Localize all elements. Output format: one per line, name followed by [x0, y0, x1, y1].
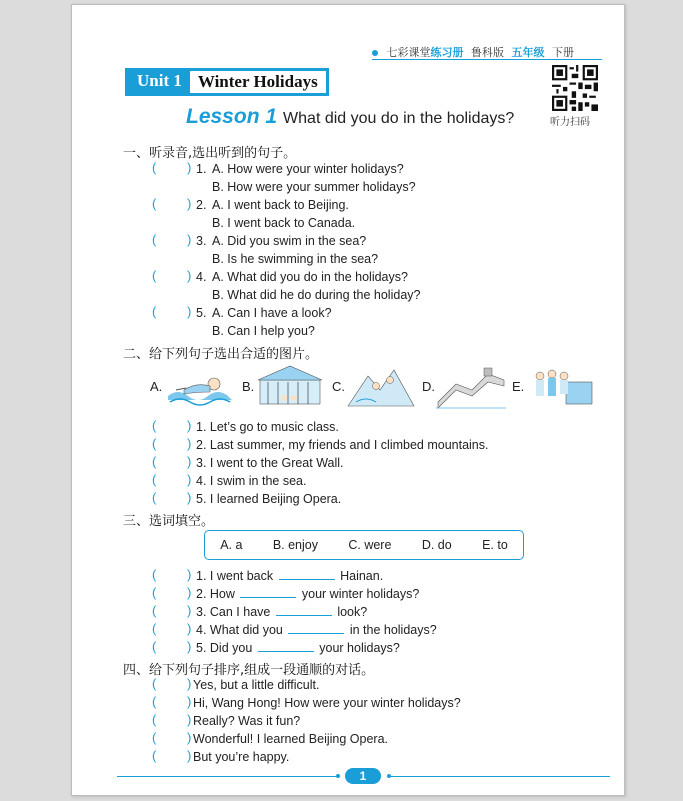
music-class-picture-icon	[526, 362, 596, 410]
word-bank	[204, 530, 524, 560]
qr-code-icon[interactable]	[552, 65, 598, 111]
answer-paren-close: )	[187, 639, 192, 654]
dialog-line-3: Really? Was it fun?	[193, 714, 301, 728]
item-number: 3.	[196, 234, 207, 248]
option-a: A. Did you swim in the sea?	[212, 234, 367, 248]
dialog-line-1: Yes, but a little difficult.	[193, 678, 320, 692]
answer-paren-close: )	[187, 304, 192, 319]
item-number: 1.	[196, 162, 207, 176]
answer-paren-open[interactable]: (	[152, 585, 157, 600]
option-a: A. What did you do in the holidays?	[212, 270, 408, 284]
footer-dot-icon	[336, 774, 340, 778]
answer-paren-open[interactable]: (	[152, 621, 157, 636]
s2-item-1: 1. Let’s go to music class.	[196, 420, 339, 434]
unit-label: Unit 1	[137, 71, 182, 90]
answer-paren-close: )	[187, 490, 192, 505]
fill-blank[interactable]	[258, 641, 314, 652]
item-number: 5.	[196, 306, 207, 320]
pic-label-e: E.	[512, 379, 525, 394]
word-option-d: D. do	[421, 538, 452, 552]
answer-paren-close: )	[187, 268, 192, 283]
section-1-title: 一、听录音,选出听到的句子。	[123, 146, 297, 161]
worksheet-page	[71, 4, 625, 796]
dialog-line-2: Hi, Wang Hong! How were your winter holidays?	[193, 696, 461, 710]
answer-paren-close: )	[187, 196, 192, 211]
pic-label-c: C.	[332, 379, 345, 394]
answer-paren-open[interactable]: (	[152, 730, 157, 745]
answer-paren-open[interactable]: (	[152, 418, 157, 433]
running-header: 七彩课堂练习册 鲁科版 五年级 下册	[372, 44, 600, 60]
answer-paren-close: )	[187, 454, 192, 469]
option-b: B. How were your summer holidays?	[212, 180, 416, 194]
section-2-title: 二、给下列句子选出合适的图片。	[123, 347, 319, 362]
answer-paren-open[interactable]: (	[152, 639, 157, 654]
answer-paren-close: )	[187, 232, 192, 247]
answer-paren-close: )	[187, 603, 192, 618]
answer-paren-close: )	[187, 621, 192, 636]
fill-item-3: 3. Can I have look?	[196, 605, 368, 619]
answer-paren-close: )	[187, 676, 192, 691]
item-number: 2.	[196, 198, 207, 212]
word-option-e: E. to	[482, 538, 508, 552]
picture-options	[150, 362, 610, 412]
answer-paren-close: )	[187, 585, 192, 600]
answer-paren-open[interactable]: (	[152, 304, 157, 319]
s2-item-2: 2. Last summer, my friends and I climbed mountains.	[196, 438, 489, 452]
section-3-title: 三、选词填空。	[123, 514, 215, 529]
s2-item-4: 4. I swim in the sea.	[196, 474, 307, 488]
answer-paren-open[interactable]: (	[152, 567, 157, 582]
answer-paren-open[interactable]: (	[152, 676, 157, 691]
fill-blank[interactable]	[288, 623, 344, 634]
answer-paren-close: )	[187, 748, 192, 763]
answer-paren-close: )	[187, 730, 192, 745]
pic-label-a: A.	[150, 379, 163, 394]
option-a: A. How were your winter holidays?	[212, 162, 404, 176]
swimmer-picture-icon	[166, 362, 234, 410]
fill-blank[interactable]	[279, 569, 335, 580]
answer-paren-open[interactable]: (	[152, 472, 157, 487]
answer-paren-open[interactable]: (	[152, 694, 157, 709]
word-option-b: B. enjoy	[272, 538, 318, 552]
pic-label-d: D.	[422, 379, 435, 394]
answer-paren-close: )	[187, 694, 192, 709]
lesson-title: What did you do in the holidays?	[283, 110, 515, 127]
unit-title: Winter Holidays	[190, 71, 326, 93]
word-option-c: C. were	[348, 538, 392, 552]
word-option-a: A. a	[220, 538, 243, 552]
section-4-title: 四、给下列句子排序,组成一段通顺的对话。	[123, 663, 375, 678]
lesson-label: Lesson 1	[186, 105, 278, 128]
mountain-climbing-picture-icon	[346, 362, 416, 410]
qr-caption: 听力扫码	[550, 117, 590, 128]
footer-rule-left	[117, 776, 337, 777]
dialog-line-5: But you’re happy.	[193, 750, 290, 764]
pic-label-b: B.	[242, 379, 255, 394]
item-number: 4.	[196, 270, 207, 284]
fill-item-2: 2. How your winter holidays?	[196, 587, 420, 601]
fill-blank[interactable]	[276, 605, 332, 616]
answer-paren-close: )	[187, 712, 192, 727]
answer-paren-open[interactable]: (	[152, 436, 157, 451]
answer-paren-open[interactable]: (	[152, 196, 157, 211]
answer-paren-open[interactable]: (	[152, 490, 157, 505]
footer-rule-right	[390, 776, 610, 777]
option-a: A. Can I have a look?	[212, 306, 332, 320]
answer-paren-open[interactable]: (	[152, 454, 157, 469]
option-b: B. I went back to Canada.	[212, 216, 356, 230]
fill-item-1: 1. I went back Hainan.	[196, 569, 384, 583]
option-b: B. Can I help you?	[212, 324, 315, 338]
answer-paren-close: )	[187, 418, 192, 433]
option-a: A. I went back to Beijing.	[212, 198, 349, 212]
lesson-heading	[186, 105, 514, 129]
answer-paren-close: )	[187, 160, 192, 175]
answer-paren-open[interactable]: (	[152, 748, 157, 763]
answer-paren-close: )	[187, 567, 192, 582]
option-b: B. Is he swimming in the sea?	[212, 252, 379, 266]
great-wall-picture-icon	[436, 362, 506, 410]
page-number: 1	[345, 768, 381, 784]
unit-banner	[125, 68, 329, 96]
answer-paren-open[interactable]: (	[152, 603, 157, 618]
fill-blank[interactable]	[240, 587, 296, 598]
answer-paren-open[interactable]: (	[152, 268, 157, 283]
fill-item-4: 4. What did you in the holidays?	[196, 623, 437, 637]
header-rule	[372, 59, 602, 60]
answer-paren-close: )	[187, 436, 192, 451]
answer-paren-open[interactable]: (	[152, 232, 157, 247]
dialog-line-4: Wonderful! I learned Beijing Opera.	[193, 732, 389, 746]
header-dot-icon	[372, 50, 378, 56]
answer-paren-close: )	[187, 472, 192, 487]
s2-item-5: 5. I learned Beijing Opera.	[196, 492, 342, 506]
option-b: B. What did he do during the holiday?	[212, 288, 421, 302]
fill-item-5: 5. Did you your holidays?	[196, 641, 400, 655]
s2-item-3: 3. I went to the Great Wall.	[196, 456, 344, 470]
great-hall-picture-icon	[254, 362, 326, 410]
answer-paren-open[interactable]: (	[152, 712, 157, 727]
answer-paren-open[interactable]: (	[152, 160, 157, 175]
